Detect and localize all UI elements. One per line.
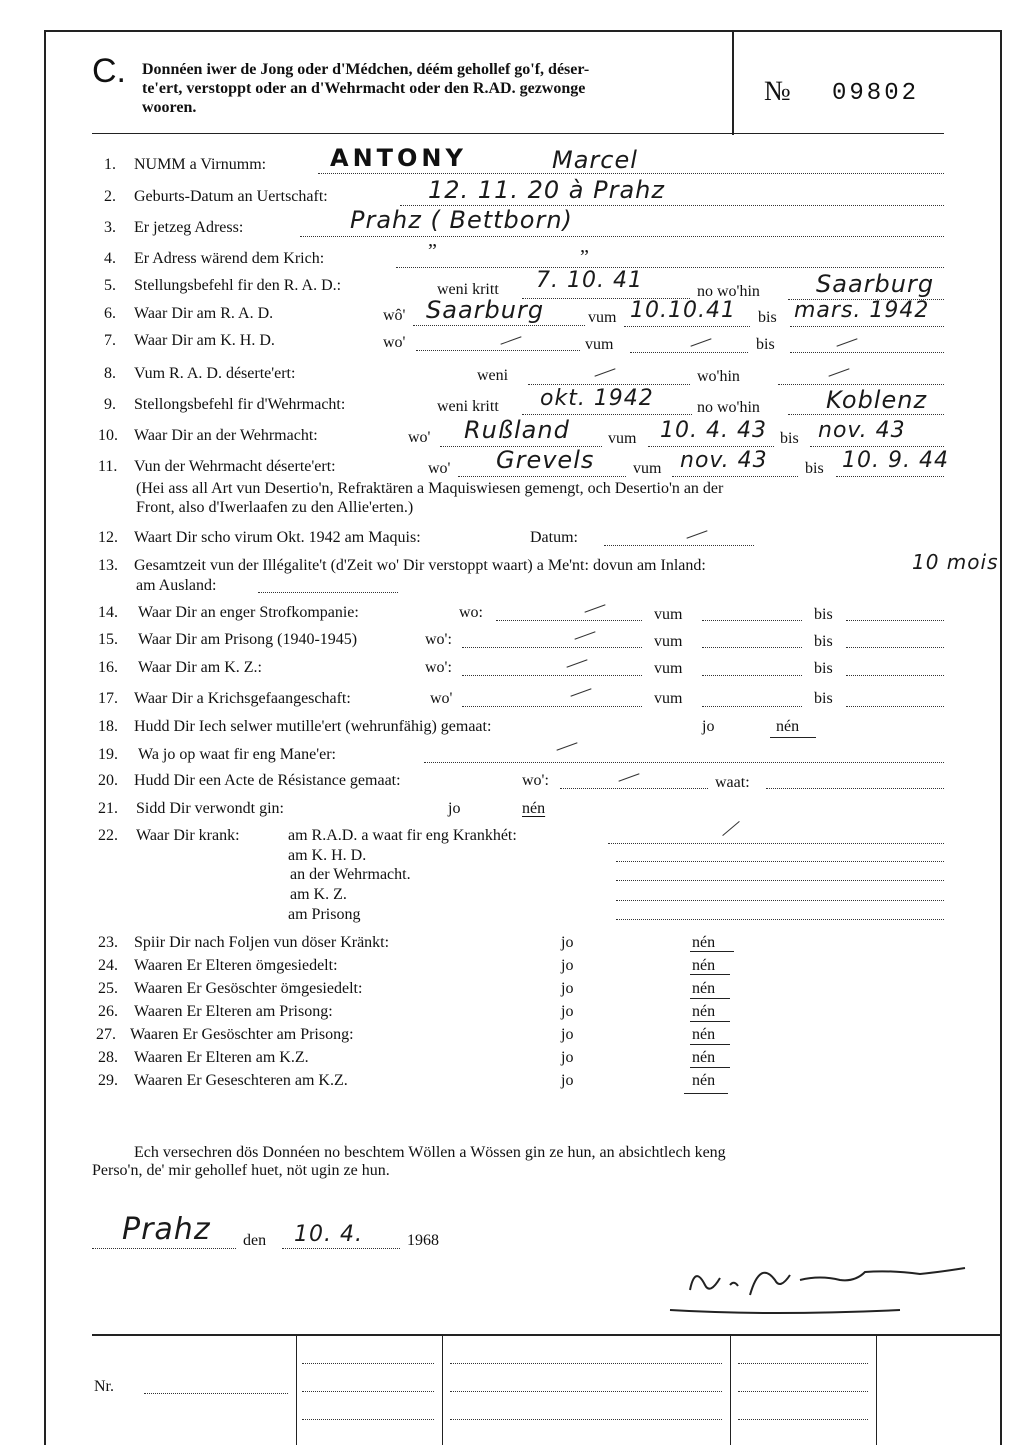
penal-company-label: Waar Dir an enger Strofkompanie: [138, 604, 359, 621]
birth-label: Geburts-Datum an Uertschaft: [134, 188, 328, 205]
nr-label: Nr. [94, 1378, 114, 1395]
prison-label: Waar Dir am Prisong (1940-1945) [138, 631, 358, 648]
item-number: 5. [104, 277, 116, 294]
item-number: 25. [98, 980, 118, 997]
prison-from-label: vum [654, 633, 683, 650]
wounded-no: nén [522, 800, 546, 817]
maquis-date-line [604, 545, 754, 546]
footer-box-line [738, 1363, 868, 1364]
sick-kz-label: am K. Z. [290, 886, 347, 903]
declaration-line-1: Ech versechren dös Donnéen no beschtem Wöllen a Wössen gin ze hun, an absichtlech keng [134, 1144, 726, 1161]
question-label: Waaren Er Gesöschter am Prisong: [130, 1026, 354, 1043]
abroad-line [258, 592, 398, 593]
item-number: 16. [98, 659, 118, 676]
answer-yes: jo [561, 1026, 574, 1043]
wehrmacht-where-label: wo' [408, 429, 431, 446]
rad-order-date-value: 7. 10. 41 [536, 268, 643, 293]
item-number: 15. [98, 631, 118, 648]
footer-box-line [450, 1363, 722, 1364]
rad-from-line [624, 326, 750, 327]
rad-to-value: mars. 1942 [794, 298, 930, 323]
desertion-place-value: Grevels [496, 446, 595, 474]
signing-year: 1968 [407, 1232, 439, 1249]
surname-value: ANTONY [330, 144, 467, 172]
pow-to-label: bis [814, 690, 833, 707]
answer-yes: jo [561, 980, 574, 997]
rad-desertion-when-label: weni [477, 367, 509, 384]
item-number: 9. [104, 396, 116, 413]
abroad-label: am Ausland: [136, 577, 217, 594]
question-label: Spiir Dir nach Foljen vun döser Kränkt: [134, 934, 390, 951]
signing-date-value: 10. 4. [294, 1222, 363, 1247]
answer-no: nén [692, 957, 716, 974]
question-label: Waaren Er Elteren ömgesiedelt: [134, 957, 338, 974]
answer-no: nén [692, 1003, 716, 1020]
sick-khd-label: am K. H. D. [288, 847, 367, 864]
nr-line [144, 1393, 288, 1394]
answer-yes: jo [561, 1072, 574, 1089]
wartime-address-label: Er Adress wärend dem Krich: [134, 250, 325, 267]
answer-no: nén [692, 1072, 716, 1089]
prison-to-label: bis [814, 633, 833, 650]
birth-value: 12. 11. 20 à Prahz [428, 176, 665, 204]
resistance-where-label: wo': [522, 772, 549, 789]
rad-where-label: wô' [383, 307, 406, 324]
khd-from-label: vum [585, 336, 614, 353]
desertion-note-line-2: Front, also d'Iwerlaafen zu den Allie'erten.) [136, 499, 414, 516]
question-label: Waaren Er Elteren am Prisong: [134, 1003, 333, 1020]
footer-box-line [302, 1391, 434, 1392]
illegality-label: Gesamtzeit vun der Illégalite't (d'Zeit wo' Dir verstoppt waart) a Me'nt: dovun am Inland: [134, 557, 706, 574]
item-number: 4. [104, 250, 116, 267]
declaration-line-2: Perso'n, de' mir gehollef huet, nöt ugin ze hun. [92, 1162, 390, 1179]
rad-from-label: vum [588, 309, 617, 326]
item-number: 14. [98, 604, 118, 621]
rad-order-when-label: weni kritt [437, 281, 499, 298]
self-mutilation-label: Hudd Dir Iech selwer mutille'ert (wehrunfähig) gemaat: [134, 718, 492, 735]
wehrmacht-desertion-label: Vun der Wehrmacht déserte'ert: [134, 458, 336, 475]
item-number: 23. [98, 934, 118, 951]
footer-box-line [450, 1391, 722, 1392]
item-number: 26. [98, 1003, 118, 1020]
rad-desertion-label: Vum R. A. D. déserte'ert: [134, 365, 296, 382]
header-text-line-1: Donnéen iwer de Jong oder d'Médchen, déém gehollef go'f, déser- [142, 61, 590, 78]
desertion-to-value: 10. 9. 44 [842, 448, 949, 473]
wehrmacht-from-label: vum [608, 430, 637, 447]
kz-label: Waar Dir am K. Z.: [138, 659, 262, 676]
wehrmacht-to-value: nov. 43 [818, 418, 906, 443]
item-number: 2. [104, 188, 116, 205]
item-number: 21. [98, 800, 118, 817]
ditto-mark: ” [580, 246, 589, 268]
footer-box-line [302, 1419, 434, 1420]
question-label: Waaren Er Geseschteren am K.Z. [134, 1072, 348, 1089]
rad-from-value: 10.10.41 [630, 298, 736, 323]
item-number: 12. [98, 529, 118, 546]
khd-label: Waar Dir am K. H. D. [134, 332, 275, 349]
footer-divider [730, 1335, 731, 1445]
desertion-from-value: nov. 43 [680, 448, 768, 473]
answer-no: nén [692, 980, 716, 997]
penal-company-to-line [846, 620, 944, 621]
footer-box-line [738, 1419, 868, 1420]
wehrmacht-to-line [810, 446, 944, 447]
wehrmacht-order-place-line [788, 414, 944, 415]
name-label: NUMM a Virnumm: [134, 156, 267, 173]
wehrmacht-service-label: Waar Dir an der Wehrmacht: [134, 427, 318, 444]
answer-underline [690, 1067, 730, 1068]
kz-place-line [462, 675, 642, 676]
prison-place-line [462, 647, 642, 648]
penal-company-place-line [496, 620, 642, 621]
rad-desertion-place-line [778, 384, 944, 385]
desertion-place-line [458, 476, 626, 477]
kz-to-line [846, 675, 944, 676]
item-number: 7. [104, 332, 116, 349]
item-number: 24. [98, 957, 118, 974]
rad-order-label: Stellungsbefehl fir den R. A. D.: [134, 277, 342, 294]
item-number: 3. [104, 219, 116, 236]
prison-where-label: wo': [425, 631, 452, 648]
item-number: 13. [98, 557, 118, 574]
answer-underline [690, 951, 734, 952]
footer-divider [442, 1335, 443, 1445]
footer-divider [296, 1335, 297, 1445]
answer-underline [690, 974, 730, 975]
wounded-yes: jo [448, 800, 461, 817]
item-number: 18. [98, 718, 118, 735]
desertion-from-line [672, 476, 798, 477]
wehrmacht-order-label: Stellongsbefehl fir d'Wehrmacht: [134, 396, 346, 413]
item-number: 8. [104, 365, 116, 382]
sick-prison-label: am Prisong [288, 906, 361, 923]
rad-to-line [790, 326, 944, 327]
answer-underline [770, 737, 816, 738]
resistance-what-line [766, 788, 944, 789]
maquis-label: Waart Dir scho virum Okt. 1942 am Maquis: [134, 529, 421, 546]
section-letter: C. [92, 52, 126, 90]
wehrmacht-order-where-label: no wo'hin [697, 399, 760, 416]
question-label: Waaren Er Elteren am K.Z. [134, 1049, 309, 1066]
address-label: Er jetzeg Adress: [134, 219, 244, 236]
item-number: 17. [98, 690, 118, 707]
wehrmacht-place-value: Rußland [464, 416, 570, 444]
address-field-line [300, 236, 944, 237]
header-divider [732, 32, 734, 135]
header-text-line-3: wooren. [142, 99, 197, 116]
pow-where-label: wo' [430, 690, 453, 707]
wounded-label: Sidd Dir verwondt gin: [136, 800, 284, 817]
signature [650, 1250, 980, 1320]
rad-order-where-label: no wo'hin [697, 283, 760, 300]
desertion-note-line-1: (Hei ass all Art vun Desertio'n, Refraktären a Maquiswiesen gemengt, och Desertio'n an der [136, 480, 724, 497]
pow-label: Waar Dir a Krichsgefaangeschaft: [134, 690, 351, 707]
wehrmacht-order-date-line [522, 414, 692, 415]
desertion-to-line [836, 476, 944, 477]
item-number: 20. [98, 772, 118, 789]
prison-to-line [846, 647, 944, 648]
resistance-label: Hudd Dir een Acte de Résistance gemaat: [134, 772, 401, 789]
footer-box-line [450, 1419, 722, 1420]
khd-where-label: wo' [383, 334, 406, 351]
item-number: 6. [104, 305, 116, 322]
self-mutilation-no: nén [776, 718, 800, 735]
desertion-where-label: wo' [428, 460, 451, 477]
maquis-date-label: Datum: [530, 529, 578, 546]
form-number: 09802 [832, 80, 920, 107]
khd-place-line [416, 350, 580, 351]
item-number: 28. [98, 1049, 118, 1066]
header-text-line-2: te'ert, verstoppt oder an d'Wehrmacht oder den R.AD. gezwonge [142, 80, 586, 97]
method-label: Wa jo op waat fir eng Mane'er: [138, 746, 336, 763]
wehrmacht-from-value: 10. 4. 43 [660, 418, 767, 443]
rad-place-line [413, 325, 585, 326]
item-number: 27. [96, 1026, 116, 1043]
answer-yes: jo [561, 957, 574, 974]
rad-order-place-value: Saarburg [816, 270, 935, 298]
address-value: Prahz ( Bettborn) [350, 206, 573, 234]
place-line [92, 1248, 236, 1249]
pow-from-line [702, 706, 802, 707]
khd-to-line [790, 352, 944, 353]
footer-rule [92, 1334, 1002, 1336]
wehrmacht-from-line [648, 446, 774, 447]
self-mutilation-yes: jo [702, 718, 715, 735]
answer-no: nén [692, 1026, 716, 1043]
resistance-place-line [560, 788, 708, 789]
den-label: den [243, 1232, 267, 1249]
method-line [424, 762, 944, 763]
wehrmacht-order-date-value: okt. 1942 [540, 386, 654, 411]
rad-desertion-where-label: wo'hin [697, 368, 740, 385]
desertion-from-label: vum [633, 460, 662, 477]
question-label: Waaren Er Gesöschter ömgesiedelt: [134, 980, 363, 997]
signing-place-value: Prahz [122, 1212, 211, 1247]
number-symbol: № [764, 76, 791, 107]
kz-from-label: vum [654, 660, 683, 677]
sick-wehrmacht-label: an der Wehrmacht. [290, 866, 411, 883]
item-number: 11. [98, 458, 118, 475]
wehrmacht-order-place-value: Koblenz [826, 386, 928, 414]
answer-no: nén [692, 1049, 716, 1066]
header-rule [92, 133, 944, 134]
item-number: 22. [98, 827, 118, 844]
penal-company-from-line [702, 620, 802, 621]
khd-to-label: bis [756, 336, 775, 353]
answer-no: nén [692, 934, 716, 951]
inland-duration-value: 10 mois [912, 550, 999, 574]
kz-to-label: bis [814, 660, 833, 677]
answer-yes: jo [561, 1003, 574, 1020]
ditto-mark: ” [428, 240, 437, 262]
wehrmacht-to-label: bis [780, 430, 799, 447]
sick-rad-label: am R.A.D. a waat fir eng Krankhét: [288, 827, 517, 844]
rad-place-value: Saarburg [426, 296, 545, 324]
item-number: 19. [98, 746, 118, 763]
penal-company-where-label: wo: [459, 604, 483, 621]
answer-yes: jo [561, 1049, 574, 1066]
pow-place-line [462, 706, 642, 707]
answer-yes: jo [561, 934, 574, 951]
rad-to-label: bis [758, 309, 777, 326]
sick-wehrmacht-line [616, 880, 944, 881]
pow-from-label: vum [654, 690, 683, 707]
firstname-value: Marcel [552, 146, 638, 174]
answer-underline [684, 1093, 728, 1094]
kz-where-label: wo': [425, 659, 452, 676]
wartime-address-field-line [396, 267, 944, 268]
sick-khd-line [616, 861, 944, 862]
prison-from-line [702, 647, 802, 648]
answer-underline [690, 1021, 730, 1022]
kz-from-line [702, 675, 802, 676]
item-number: 1. [104, 156, 116, 173]
khd-from-line [630, 352, 748, 353]
item-number: 29. [98, 1072, 118, 1089]
footer-divider [876, 1335, 877, 1445]
desertion-to-label: bis [805, 460, 824, 477]
date-line [282, 1248, 400, 1249]
rad-desertion-date-line [528, 384, 690, 385]
footer-box-line [738, 1391, 868, 1392]
penal-company-from-label: vum [654, 606, 683, 623]
penal-company-to-label: bis [814, 606, 833, 623]
answer-underline [690, 998, 730, 999]
pow-to-line [846, 706, 944, 707]
answer-underline [690, 1044, 730, 1045]
sick-label: Waar Dir krank: [136, 827, 240, 844]
resistance-what-label: waat: [715, 774, 750, 791]
sick-prison-line [616, 919, 944, 920]
item-number: 10. [98, 427, 118, 444]
sick-kz-line [616, 900, 944, 901]
wehrmacht-order-when-label: weni kritt [437, 398, 499, 415]
sick-rad-line [608, 843, 944, 844]
footer-box-line [302, 1363, 434, 1364]
rad-service-label: Waar Dir am R. A. D. [134, 305, 274, 322]
